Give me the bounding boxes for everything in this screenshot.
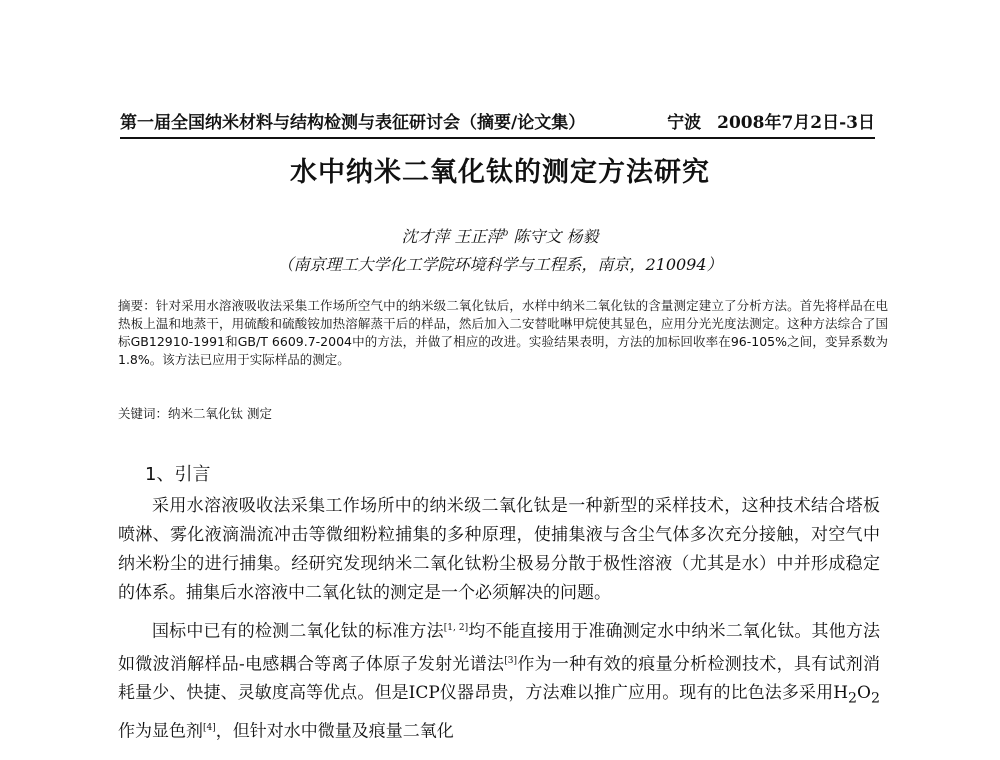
paragraph-1: 采用水溶液吸收法采集工作场所中的纳米级二氧化钛是一种新型的采样技术，这种技术结合塔板喷淋、雾化液滴湍流冲击等微细粉粒捕集的多种原理，使捕集液与含尘气体多次充分接触，对空气中纳米粉尘的进行捕集。经研究发现纳米二氧化钛粉尘极易分散于极性溶液（尤其是水）中并形成稳定的体系。捕集后水溶液中二氧化钛的测定是一个必须解决的问题。 (118, 496, 880, 603)
paragraph-2 (118, 614, 880, 746)
subscript: 2 (848, 690, 858, 707)
keywords: 关键词：纳米二氧化钛 测定 (118, 406, 272, 421)
citation-ref: [1, 2] (443, 623, 469, 633)
authors-part-2: 陈守文 杨毅 (508, 227, 599, 246)
author-list (0, 224, 1000, 247)
abstract: 摘要：针对采用水溶液吸收法采集工作场所空气中的纳米级二氧化钛后，水样中纳米二氧化钛的含量测定建立了分析方法。首先将样品在电热板上温和地蒸干，用硫酸和硫酸铵加热溶解蒸干后的样品，然后加入二安替吡啉甲烷使其显色，应用分光光度法测定。这种方法综合了国标GB12910-1991和GB/T 6609.7-2004中的方法，并做了相应的改进。实验结果表明，方法的加标回收率在96-105%之间，变异系数为1.8%。该方法已应用于实际样品的测定。 (118, 298, 888, 367)
conference-location: 宁波 (667, 113, 702, 133)
subscript: 2 (870, 690, 880, 707)
affiliation: （南京理工大学化工学院环境科学与工程系，南京，210094） (277, 255, 723, 274)
citation-ref: [3] (504, 655, 518, 666)
author-mark: b (502, 228, 509, 239)
conference-name: 第一届全国纳米材料与结构检测与表征研讨会（摘要/论文集） (120, 113, 586, 133)
p2-text-3: 作为一种有效的痕量分析检测技术，具有试剂消耗量少、快捷、灵敏度高等优点。但是ICP仪器昂贵，方法难以推广应用。现有的比色法多采用H (118, 654, 880, 704)
running-header (120, 108, 875, 139)
section-body (118, 492, 880, 752)
authors-part-1: 沈才萍 王正萍 (401, 227, 503, 246)
section-heading-introduction: 1、引言 (145, 464, 211, 485)
paper-title: 水中纳米二氧化钛的测定方法研究 (290, 157, 710, 188)
p2-text-5: 作为显色剂 (118, 721, 203, 742)
citation-ref: [4] (203, 722, 216, 733)
conference-date: 2008年7月2日-3日 (717, 113, 875, 133)
p2-text-6: ，但针对水中微量及痕量二氧化 (215, 721, 454, 742)
p2-text-2: 均不能直接用于准确测定水中纳米二氧化钛。其他方法如微波消解样品-电感耦合等离子体原子发射光谱法 (118, 621, 881, 675)
p2-text-1: 国标中已有的检测二氧化钛的标准方法 (152, 621, 444, 642)
p2-text-4: O (857, 683, 871, 704)
